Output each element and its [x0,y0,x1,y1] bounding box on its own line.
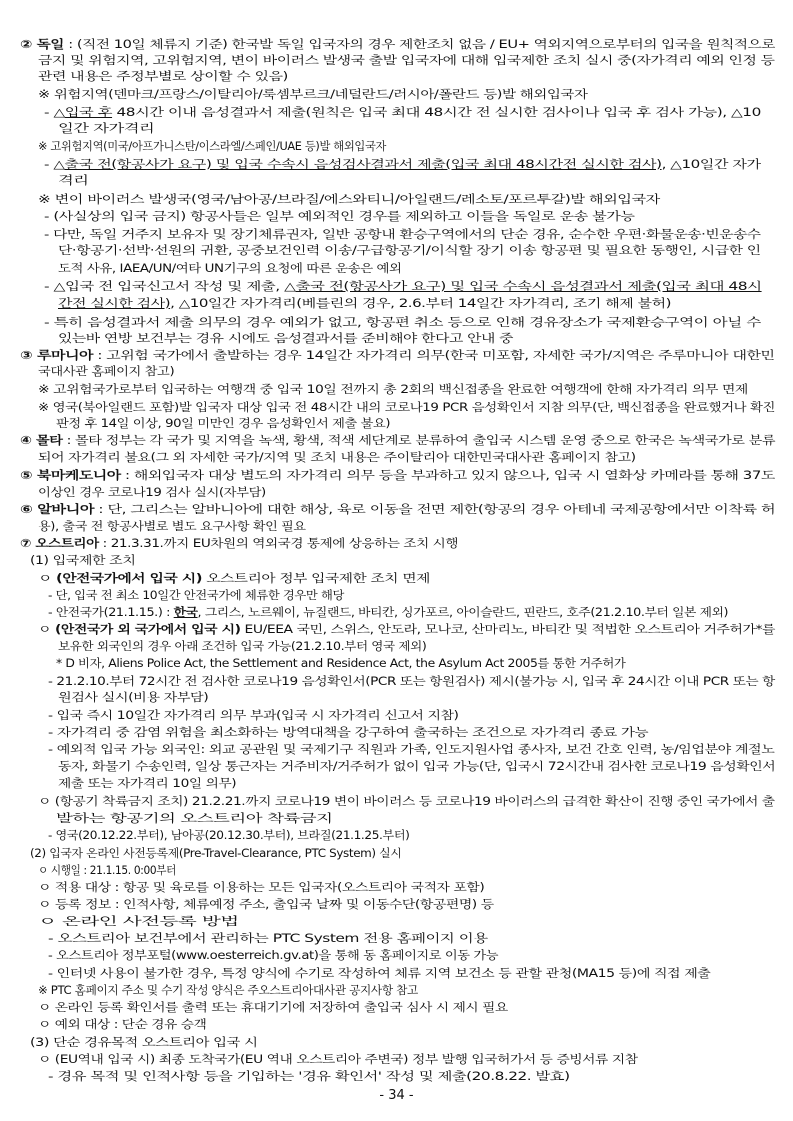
text-span: 일간 자가격리 [58,121,155,135]
page-number: - 34 - [379,1088,414,1103]
text-line [44,157,761,172]
text-line [58,759,775,774]
emphasis-text: ⑤ 북마케도니아 [20,468,121,482]
text-line [20,468,775,483]
text-span: , △10일간 자가 [661,157,761,171]
text-line [44,209,634,224]
text-line [56,811,332,826]
emphasis-text: (안전국가에서 입국 시) [56,571,202,585]
text-span: : 몰타 정부는 각 국가 및 지역을 녹색, 황색, 적색 세단계로 분류하여 출입국 시스템 운영 중으로 한국은 녹색국가로 분류 [62,433,776,447]
text-line [38,139,386,154]
text-span: - 21.2.10.부터 72시간 전 검사한 코로나19 음성확인서(PCR 또는 항원검사) 제시(불가능 시, 입국 후 24시간 이내 PCR 또는 항 [48,674,775,688]
text-line [48,588,344,603]
text-line [48,828,409,843]
text-span: 간전 실시한 검사) [58,296,171,310]
text-line [38,863,176,878]
text-line [20,536,458,551]
text-line [58,173,88,188]
text-span: : 단, 그리스는 알바니아에 대한 해상, 육로 이동을 전면 제한(항공의 경우 아테네 국제공항에서만 이착륙 허 [94,502,776,516]
text-span: 금지 및 위험지역, 고위험지역, 변이 바이러스 발생국 출발 입국자에 대해 입국제한 조치 실시 중(자가격리 예외 인정 등 [38,53,775,67]
text-span: ㅇ (항공기 착륙금지 조치) 21.2.21.까지 코로나19 변이 바이러스 등 코로나19 바이러스의 급격한 확산이 진행 중인 국가에서 출 [38,794,775,808]
text-span: 48시간 이내 음성결과서 제출(원칙은 입국 최대 48시간 전 실시한 검사이나 입국 후 검사 가능), △10 [112,105,761,119]
text-span: - 오스트리아 정부포털(www.oesterreich.gv.at)을 통해 동 홈페이지로 이동 가능 [48,948,499,962]
text-line [44,227,761,242]
text-line [30,553,135,568]
text-span: 용), 출국 전 항공사별로 별도 요구사항 확인 필요 [38,519,306,533]
text-line [20,348,775,363]
text-span: : 고위험 국가에서 출발하는 경우 14일간 자가격리 의무(한국 미포함, 자세한 국가/지역은 주루마니아 대한민 [93,348,775,362]
text-span: ※ 변이 바이러스 발생국(영국/남아공/브라질/에스와티니/아일랜드/레소토/포르투갈)발 해외입국자 [38,192,660,206]
text-line [48,966,710,981]
text-span: (1) 입국제한 조치 [30,553,136,567]
text-line [48,931,488,946]
text-span: 국대사관 홈페이지 참고) [38,364,175,378]
text-line [38,53,775,68]
text-span: 격리 [58,173,89,187]
text-span: 판정 후 14일 이상, 90일 미만인 경우 음성확인서 제출 불요) [56,416,391,430]
text-span: - 인터넷 사용이 불가한 경우, 특정 양식에 수기로 작성하여 체류 지역 보건소 등 관할 관청(MA15 등)에 직접 제출 [48,966,711,980]
text-line [58,296,671,311]
text-span: , 그리스, 노르웨이, 뉴질랜드, 바티칸, 싱가포르, 아이슬란드, 핀란드, 호주(21.2.10.부터 일본 제외) [197,605,729,619]
text-span: - 안전국가(21.1.15.) : [48,605,174,619]
text-span: 보유한 외국인의 경우 아래 조건하 입국 가능(21.2.10.부터 영국 제외) [58,639,427,653]
text-span: 제출 또는 자가격리 10일 의무) [58,776,237,790]
emphasis-text: ⑥ 알바니아 [20,502,95,516]
text-line [58,261,402,276]
text-span: : 해외입국자 대상 별도의 자가격리 의무 등을 부과하고 있지 않으나, 입국 시 열화상 카메라를 통해 37도 [120,468,775,482]
text-span: 관련 내용은 주정부별로 상이할 수 있음) [38,69,288,83]
text-line [48,674,775,689]
text-span: 있는바 연방 보건부는 경유 시에도 음성결과서를 준비해야 한다고 안내 중 [58,331,514,345]
text-line [20,502,775,517]
text-line [38,192,660,207]
text-line [48,725,648,740]
text-span: - △ [44,157,65,171]
text-line [30,846,401,861]
text-line [38,69,288,84]
text-line [38,914,239,929]
text-line [58,639,426,654]
text-span: ※ 영국(북아일랜드 포함)발 입국자 대상 입국 전 48시간 내의 코로나19 PCR 음성확인서 지참 의무(단, 백신접종을 완료했거나 확진 [38,400,776,414]
text-span: - 특히 음성결과서 제출 의무의 경우 예외가 없고, 항공편 취소 등으로 인해 경유장소가 국제환승구역이 아닐 수 [44,315,761,329]
text-line [58,690,208,705]
text-line [44,279,762,294]
text-line [48,605,728,620]
text-span: - △입국 전 입국신고서 작성 및 제출, △ [44,279,296,293]
text-span: ㅇ [38,571,57,585]
text-span: ※ 고위험국가로부터 입국하는 여행객 중 입국 10일 전까지 총 2회의 백신접종을 완료한 여행객에 한해 자가격리 의무 면제 [38,382,748,396]
text-line [38,364,174,379]
text-span: ※ 고위험지역(미국/아프가니스탄/이스라엘/스페인/UAE 등)발 해외입국자 [38,139,387,153]
text-span: : 21.3.31.까지 EU차원의 역외국경 통제에 상응하는 조치 시행 [98,536,459,550]
text-span: - 오스트리아 보건부에서 관리하는 PTC System 전용 홈페이지 이용 [48,931,488,945]
text-line [48,1069,570,1084]
text-line [44,315,761,330]
text-span: - △ [44,105,65,119]
text-span: 동자, 화물기 수송인력, 일상 통근자는 거주비자/거주허가 없이 입국 가능(단, 입국시 72시간내 검사한 코로나19 음성확인서 [58,759,776,773]
text-span: 도적 사유, IAEA/UN/여타 UN기구의 요청에 따른 운송은 예외 [58,261,402,275]
text-line [38,1017,206,1032]
text-span: (3) 단순 경유목적 오스트리아 입국 시 [30,1035,258,1049]
text-line [58,243,761,258]
text-span: - 영국(20.12.22.부터), 남아공(20.12.30.부터), 브라질(21.1.25.부터) [48,828,410,842]
text-span: ㅇ 적용 대상 : 항공 및 육로를 이용하는 모든 입국자(오스트리아 국적자 포함) [38,880,485,894]
text-span: ㅇ 온라인 사전등록 방법 [38,914,239,928]
text-line [56,416,390,431]
text-line [58,331,513,346]
text-span: 출국 전(항공사가 요구) 및 입국 수속시 음성결과서 제출(입국 최대 48시 [295,279,762,293]
text-span: - 자가격리 중 감염 위험을 최소화하는 방역대책을 강구하여 출국하는 조건으로 자가격리 종료 가능 [48,725,649,739]
text-span: ※ 위험지역(덴마크/프랑스/이탈리아/룩셈부르크/네덜란드/러시아/폴란드 등)발 해외입국자 [38,87,588,101]
text-span: - 단, 입국 전 최소 10일간 안전국가에 체류한 경우만 해당 [48,588,344,602]
text-line [38,87,588,102]
text-span: * D 비자, Aliens Police Act, the Settlement and Residence Act, the Asylum Act 2005를 통한 거주허가 [56,656,626,670]
text-span: 이상인 경우 코로나19 검사 실시(자부담) [38,485,266,499]
text-span: 단·항공기·선박·선원의 귀환, 공중보건인력 이송/구급항공기/이식할 장기 이송 항공편 및 필요한 동행인, 시급한 인 [58,243,761,257]
text-line [38,897,494,912]
text-line [38,880,484,895]
text-span: - 다만, 독일 거주지 보유자 및 장기체류권자, 일반 공항내 환승구역에서의 단순 경유, 순수한 우편·화물운송·빈운송수 [44,227,761,241]
text-line [38,519,306,534]
text-span: ㅇ 온라인 등록 확인서를 출력 또는 휴대기기에 저장하여 출입국 심사 시 제시 필요 [38,1000,508,1014]
text-span: 원검사 실시(비용 자부담) [58,690,209,704]
text-line [38,400,775,415]
text-line [38,450,636,465]
text-span: - 경유 목적 및 인적사항 등을 기입하는 '경유 확인서' 작성 및 제출(20.8.22. 발효) [48,1069,570,1083]
text-span: ㅇ 예외 대상 : 단순 경유 승객 [38,1017,207,1031]
text-span: ㅇ 시행일 : 21.1.15. 0:00부터 [38,863,176,877]
emphasis-text: (안전국가 외 국가에서 입국 시) [55,622,241,636]
text-span: ※ PTC 홈페이지 주소 및 수기 작성 양식은 주오스트리아대사관 공지사항 참고 [38,983,418,997]
text-span: - (사실상의 입국 금지) 항공사들은 일부 예외적인 경우를 제외하고 이들을 독일로 운송 불가능 [44,209,635,223]
text-line [44,105,761,120]
text-span: 되어 자가격리 불요(그 외 자세한 국가/지역 및 조치 내용은 주이탈리아 대한민국대사관 홈페이지 참고) [38,450,636,464]
text-line [38,1000,508,1015]
text-line [48,948,498,963]
text-span: 입국 후 [64,105,113,119]
text-span: : (직전 10일 체류지 기준) 한국발 독일 입국자의 경우 제한조치 없음 / EU+ 역외지역으로부터의 입국을 원칙적으로 [64,37,775,51]
text-span: - 입국 즉시 10일간 자가격리 의무 부과(입국 시 자가격리 신고서 지참) [48,708,459,722]
text-line [38,571,430,586]
text-span: ㅇ 등록 정보 : 인적사항, 체류예정 주소, 출입국 날짜 및 이동수단(항공편명) 등 [38,897,494,911]
text-line [38,485,266,500]
text-line [48,742,774,757]
text-line [30,1035,257,1050]
text-line [48,708,459,723]
text-line [56,656,626,671]
text-line [20,433,775,448]
text-span: , △10일간 자가격리(베를린의 경우, 2.6.부터 14일간 자가격리, 조기 해제 불허) [170,296,672,310]
text-line [38,794,775,809]
text-span: EU/EEA 국민, 스위스, 안도라, 모나코, 산마리노, 바티칸 및 적법한 오스트리아 거주허가*를 [240,622,776,636]
text-span: - 예외적 입국 가능 외국인: 외교 공관원 및 국제기구 직원과 가족, 인도지원사업 종사자, 보건 간호 인력, 농/임업분야 계절노 [48,742,775,756]
text-line [38,983,418,998]
text-line [20,37,775,52]
emphasis-text: ② 독일 [20,37,65,51]
text-span: 출국 전(항공사가 요구) 및 입국 수속시 음성검사결과서 제출(입국 최대 48시간전 실시한 검사) [64,157,662,171]
text-span: (2) 입국자 온라인 사전등록제(Pre-Travel-Clearance, PTC System) 실시 [30,846,402,860]
emphasis-text: ⑦ 오스트리아 [20,536,99,550]
text-line [58,776,236,791]
text-span: ㅇ (EU역내 입국 시) 최종 도착국가(EU 역내 오스트리아 주변국) 정부 발행 입국허가서 등 증빙서류 지참 [38,1052,638,1066]
text-line [38,1052,638,1067]
emphasis-text: 한국 [173,605,198,619]
text-span: 오스트리아 정부 입국제한 조치 면제 [201,571,430,585]
text-span: ㅇ [38,622,56,636]
emphasis-text: ③ 루마니아 [20,348,94,362]
text-line [38,382,748,397]
emphasis-text: ④ 몰타 [20,433,63,447]
text-span: 발하는 항공기의 오스트리아 착륙금지 [56,811,333,825]
text-line [58,121,154,136]
text-line [38,622,775,637]
